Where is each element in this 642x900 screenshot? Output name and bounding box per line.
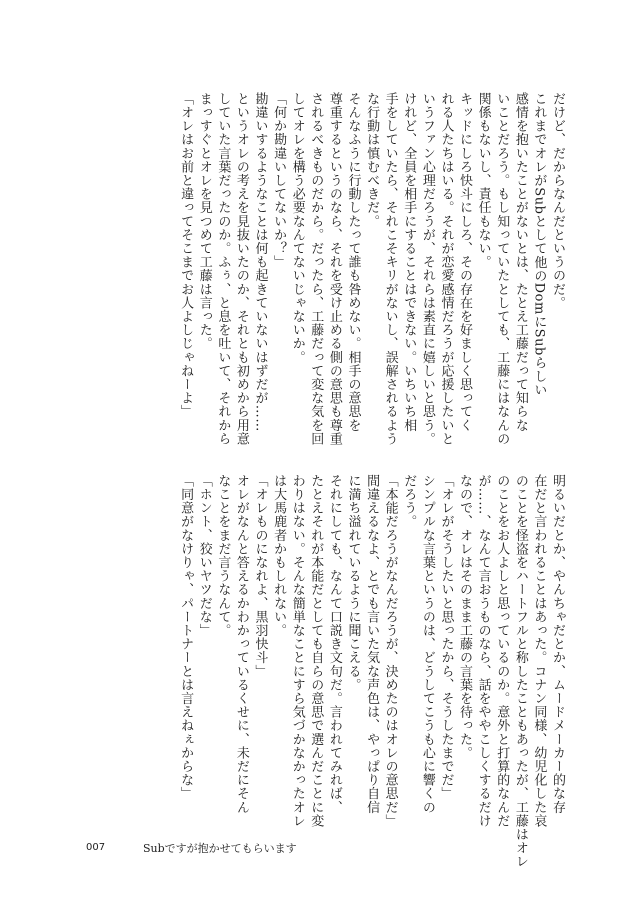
book-title: Subですが抱かせてもらいます: [143, 842, 297, 855]
text-line: シンプルな言葉というのは、どうしてこうも心に響くの: [419, 474, 435, 814]
text-line: だけど、だからなんだというのだ。: [550, 92, 565, 310]
text-line: たとえそれが本能だとしても自らの意思で選んだことに変: [308, 474, 324, 828]
text-line: 「同意がなけりゃ、パートナーとは言えねぇからな」: [178, 474, 194, 801]
upper-text-block: [84, 92, 566, 504]
text-line: 尊重するというのなら、それを受け止める側の意思も尊重: [326, 92, 342, 446]
text-line: わりはない。そんな簡単なことにすら気づかなかったオレ: [289, 474, 305, 828]
text-line: が……、なんて言おうものなら、話をややこしくするだけ: [475, 474, 491, 828]
text-line: オレがなんと答えるかわかっているくせに、未だにそん: [233, 474, 249, 814]
text-line: れる人たちはいる。それが恋愛感情だろうが応援したいと: [438, 92, 454, 446]
text-line: のことを怪盗をハートフルと称したこともあったが、工藤はオレ: [512, 474, 528, 869]
text-line: 関係もないし、責任もない。: [475, 92, 491, 269]
text-line: まっすぐとオレを見つめて工藤は言った。: [196, 92, 212, 351]
text-line: 「ホント、狡いヤツだな」: [196, 474, 212, 638]
text-line: なので、オレはそのまま工藤の言葉を待った。: [457, 474, 473, 760]
text-line: けれど、全員を相手にすることはできない。いちいち相: [401, 92, 417, 432]
text-line: していた言葉だったのか。ふぅ、と息を吐いて、それから: [215, 92, 231, 446]
text-line: 「何か勘違いしてないか？」: [271, 92, 287, 269]
page-number: 007: [86, 842, 106, 853]
text-line: 感情を抱いたことがないとは、たとえ工藤だって知らな: [512, 92, 528, 432]
text-line: は大馬鹿者かもしれない。: [271, 474, 287, 638]
text-line: いことだろう。もし知っていたとしても、工藤にはなんの: [494, 92, 510, 446]
text-line: 手をしていたら、それこそキリがないし、誤解されるよう: [382, 92, 398, 446]
text-line: キッドにしろ快斗にしろ、その存在を好ましく思ってく: [457, 92, 473, 432]
text-line: 「オレがそうしたいと思ったから、そうしたまでだ」: [438, 474, 454, 801]
text-line: 「オレはお前と違ってそこまでお人よしじゃねーよ」: [178, 92, 194, 419]
text-line: に満ち溢れているように聞こえる。: [345, 474, 361, 692]
text-line: いうファン心理だろうが、それらは素直に嬉しいと思う。: [419, 92, 435, 446]
text-line: 「オレものになれよ、黒羽快斗」: [252, 474, 268, 678]
text-line: 在だと言われることはあった。コナン同様、幼児化した哀: [531, 474, 547, 828]
text-line: してオレを構う必要なんてないじゃないか。: [289, 92, 305, 364]
text-line: 勘違いするようなことは何も起きていないはずだが……: [252, 92, 268, 432]
text-line: のことをお人よしと思っているのか。意外と打算的なんだ: [494, 474, 510, 828]
text-line: なことをまだ言うなんて。: [215, 474, 231, 638]
text-line: な行動は慎むべきだ。: [364, 92, 380, 228]
text-line: 間違えるなよ、とでも言いた気な声色は、やっぱり自信: [364, 474, 380, 814]
text-line: 「本能だろうがなんだろうが、決めたのはオレの意思だ」: [382, 474, 398, 828]
text-line: それにしても、なんて口説き文句だ。言われてみれば、: [326, 474, 342, 814]
text-line: これまでオレがSubとして他のDomにSubらしい: [531, 92, 547, 397]
text-line: そんなふうに行動したって誰も咎めない。相手の意思を: [345, 92, 361, 432]
text-line: だろう。: [401, 474, 417, 529]
text-line: というオレの考えを見抜いたのか、それとも初めから用意: [233, 92, 249, 446]
text-line: されるべきものだから。だったら、工藤だって変な気を回: [308, 92, 324, 446]
text-line: 明るいだとか、やんちゃだとか、ムードメーカー的な存: [550, 474, 565, 814]
